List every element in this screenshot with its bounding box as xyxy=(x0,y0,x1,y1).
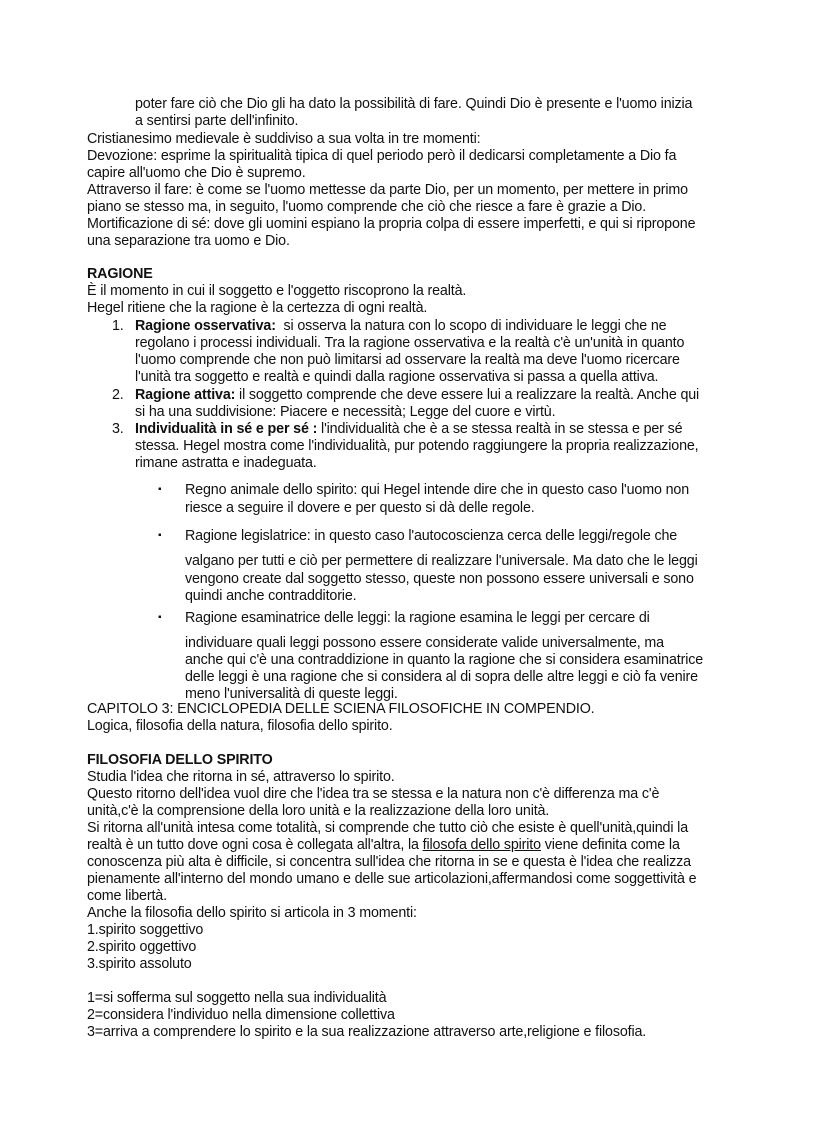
text: 1. xyxy=(112,318,124,334)
text: 3. xyxy=(112,421,124,437)
text: 1.spirito soggettivo xyxy=(87,922,204,938)
text: Studia l'idea che ritorna in sé, attraverso lo spirito. xyxy=(87,769,395,785)
section-heading xyxy=(87,751,273,769)
text-line xyxy=(87,921,203,939)
text-line xyxy=(87,938,196,956)
text: come libertà. xyxy=(87,888,167,904)
bullet-line xyxy=(185,609,650,627)
bullet-line xyxy=(185,570,694,588)
note-line xyxy=(87,1006,395,1024)
text-line xyxy=(87,785,659,803)
text: Cristianesimo medievale è suddiviso a sua volta in tre momenti: xyxy=(87,131,481,147)
text: Anche la filosofia dello spirito si articola in 3 momenti: xyxy=(87,905,417,921)
text-line xyxy=(87,819,688,837)
bullet-line xyxy=(185,527,677,545)
text-line xyxy=(87,836,680,854)
text: 3.spirito assoluto xyxy=(87,956,192,972)
list-number xyxy=(112,317,124,335)
text: unità,c'è la comprensione della loro unità e la realizzazione della loro unità. xyxy=(87,803,550,819)
bullet-line xyxy=(185,481,689,499)
text: 3=arriva a comprendere lo spirito e la sua realizzazione attraverso arte,religione e filosofia. xyxy=(87,1024,647,1040)
text: Ragione legislatrice: in questo caso l'autocoscienza cerca delle leggi/regole che xyxy=(185,528,678,544)
text: si osserva la natura con lo scopo di individuare le leggi che ne xyxy=(275,318,667,334)
bullet-line xyxy=(185,634,664,652)
bold-label: FILOSOFIA DELLO SPIRITO xyxy=(87,752,273,768)
text: regolano i processi individuali. Tra la ragione osservativa e la realtà c'è un'unità in quanto xyxy=(135,335,685,351)
text: rimane astratta e inadeguata. xyxy=(135,455,317,471)
text: Devozione: esprime la spiritualità tipica di quel periodo però il dedicarsi completamente a Dio fa xyxy=(87,148,677,164)
text-line xyxy=(135,351,680,369)
text: piano se stesso ma, in seguito, l'uomo comprende che ciò che riesce a fare è grazie a Dio. xyxy=(87,199,647,215)
text-line xyxy=(87,232,290,250)
text: 2. xyxy=(112,387,124,403)
bullet-icon: ▪ xyxy=(158,530,162,541)
text-line xyxy=(87,717,393,735)
bold-label: Ragione osservativa: xyxy=(135,318,276,334)
list-item xyxy=(135,420,682,438)
text-line xyxy=(135,95,692,113)
text: conoscenza più alta è difficile, si concentra sull'idea che ritorna in se e questa è l'idea che realizza xyxy=(87,854,691,870)
text: valgano per tutti e ciò per permettere di realizzare l'universale. Ma dato che le leggi xyxy=(185,553,698,569)
bullet-line xyxy=(185,499,535,517)
text-line xyxy=(87,853,691,871)
text: il soggetto comprende che deve essere lui a realizzare la realtà. Anche qui xyxy=(235,387,700,403)
text: meno l'universalità di queste leggi. xyxy=(185,686,398,702)
text: individuare quali leggi possono essere considerate valide universalmente, ma xyxy=(185,635,664,651)
bullet-icon: ▪ xyxy=(158,612,162,623)
text: CAPITOLO 3: ENCICLOPEDIA DELLE SCIENA FILOSOFICHE IN COMPENDIO. xyxy=(87,701,595,717)
text: Logica, filosofia della natura, filosofia dello spirito. xyxy=(87,718,393,734)
text: anche qui c'è una contraddizione in quanto la ragione che si considera esaminatrice xyxy=(185,652,704,668)
list-number xyxy=(112,386,124,404)
bold-label: Individualità in sé e per sé : xyxy=(135,421,318,437)
text-line xyxy=(87,299,427,317)
text: si ha una suddivisione: Piacere e necessità; Legge del cuore e virtù. xyxy=(135,404,556,420)
text: viene definita come la xyxy=(540,837,680,853)
text-line xyxy=(87,887,167,905)
text: Si ritorna all'unità intesa come totalità, si comprende che tutto ciò che esiste è quell'unità,quindi la xyxy=(87,820,689,836)
text: Questo ritorno dell'idea vuol dire che l'idea tra se stessa e la natura non c'è differenza ma c'è xyxy=(87,786,660,802)
text-line xyxy=(87,147,676,165)
text: Attraverso il fare: è come se l'uomo mettesse da parte Dio, per un momento, per mettere in primo xyxy=(87,182,688,198)
text: riesce a seguire il dovere e per questo si dà delle regole. xyxy=(185,500,535,516)
text: l'uomo comprende che non può limitarsi ad osservare la realtà ma deve l'uomo ricercare xyxy=(135,352,680,368)
text-line xyxy=(135,368,658,386)
text: quindi anche contradditorie. xyxy=(185,588,357,604)
bullet-line xyxy=(185,668,698,686)
bullet-icon: ▪ xyxy=(158,484,162,495)
chapter-title xyxy=(87,700,595,718)
bullet-line xyxy=(185,552,698,570)
text: una separazione tra uomo e Dio. xyxy=(87,233,290,249)
text: poter fare ciò che Dio gli ha dato la possibilità di fare. Quindi Dio è presente e l'uomo inizia xyxy=(135,96,693,112)
bullet-line xyxy=(185,587,356,605)
text: vengono create dal soggetto stesso, queste non possono essere universali e sono xyxy=(185,571,694,587)
text-line xyxy=(87,955,192,973)
text-line xyxy=(135,334,684,352)
text: Hegel ritiene che la ragione è la certezza di ogni realtà. xyxy=(87,300,428,316)
text-line xyxy=(87,215,695,233)
list-number xyxy=(112,420,124,438)
bullet-line xyxy=(185,651,703,669)
text: stessa. Hegel mostra come l'individualità, pur potendo raggiungere la propria realizzazione, xyxy=(135,438,699,454)
text: 1=si sofferma sul soggetto nella sua individualità xyxy=(87,990,387,1006)
text-line xyxy=(87,164,306,182)
section-heading xyxy=(87,265,153,283)
text-line xyxy=(135,437,699,455)
text-line xyxy=(87,904,417,922)
text-line xyxy=(87,181,688,199)
text: capire all'uomo che Dio è supremo. xyxy=(87,165,306,181)
text-line xyxy=(87,130,480,148)
text: Ragione esaminatrice delle leggi: la ragione esamina le leggi per cercare di xyxy=(185,610,650,626)
text: Mortificazione di sé: dove gli uomini espiano la propria colpa di essere imperfetti, e qui si ripropone xyxy=(87,216,696,232)
text: È il momento in cui il soggetto e l'oggetto riscoprono la realtà. xyxy=(87,283,467,299)
text: 2=considera l'individuo nella dimensione collettiva xyxy=(87,1007,395,1023)
underlined-text: filosofa dello spirito xyxy=(422,837,541,853)
text: delle leggi è una ragione che si considera al di sopra delle altre leggi e ciò fa venire xyxy=(185,669,698,685)
note-line xyxy=(87,1023,646,1041)
text: a sentirsi parte dell'infinito. xyxy=(135,113,299,129)
text-line xyxy=(135,112,298,130)
text-line xyxy=(87,870,696,888)
text: 2.spirito oggettivo xyxy=(87,939,197,955)
text: realtà è un tutto dove ogni cosa è collegata all'altra, la xyxy=(87,837,423,853)
text-line xyxy=(87,768,395,786)
text-line xyxy=(135,454,317,472)
text-line xyxy=(87,198,646,216)
bold-label: Ragione attiva: xyxy=(135,387,236,403)
note-line xyxy=(87,989,386,1007)
list-item xyxy=(135,317,666,335)
list-item xyxy=(135,386,699,404)
bold-label: RAGIONE xyxy=(87,266,153,282)
text: l'individualità che è a se stessa realtà in se stessa e per sé xyxy=(317,421,683,437)
text: l'unità tra soggetto e realtà e quindi dalla ragione osservativa si passa a quella attiva. xyxy=(135,369,659,385)
text-line xyxy=(87,802,549,820)
text: pienamente all'interno del mondo umano e delle sue articolazioni,affermandosi come soggettività e xyxy=(87,871,697,887)
text: Regno animale dello spirito: qui Hegel intende dire che in questo caso l'uomo non xyxy=(185,482,690,498)
text-line xyxy=(135,403,555,421)
text-line xyxy=(87,282,466,300)
